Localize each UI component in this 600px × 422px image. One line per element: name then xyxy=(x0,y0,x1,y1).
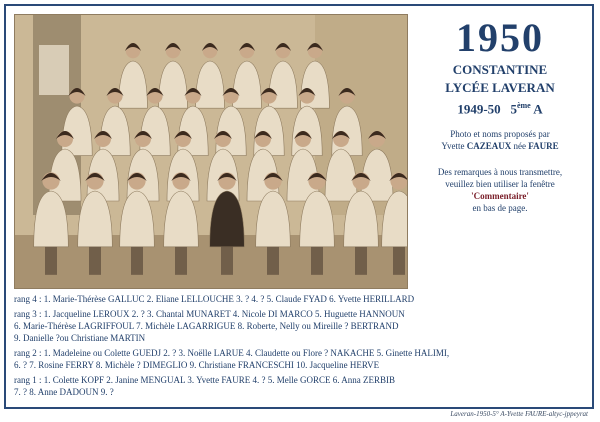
class-num: 5 xyxy=(510,101,517,117)
class-year: 1949-50 xyxy=(457,101,501,117)
credit-name-b2: FAURE xyxy=(528,141,559,152)
row-3-line-c: 9. Danielle ?ou Christiane MARTIN xyxy=(14,333,146,343)
city-title: CONSTANTINE xyxy=(452,62,548,77)
row-3 xyxy=(14,308,586,344)
row-4 xyxy=(14,293,586,305)
row-3-line-b: 6. Marie-Thérèse LAGRIFFOUL 7. Michèle LAGARRIGUE 8. Roberte, Nelly ou Mireille ? BERTRAND xyxy=(14,321,399,331)
class-photo-drawing xyxy=(15,15,407,288)
row-3-line-a: rang 3 : 1. Jacqueline LEROUX 2. ? 3. Chantal MUNARET 4. Nicole DI MARCO 5. Huguette HANNOUN xyxy=(14,309,405,319)
credit-line2 xyxy=(412,140,588,152)
class-title xyxy=(412,97,588,118)
class-sup: ème xyxy=(516,101,531,110)
row-2-line-a: rang 2 : 1. Madeleine ou Colette GUEDJ 2. ? 3. Noëlle LARUE 4. Claudette ou Flore ? NAKACHE 5. Ginette HALIMI, xyxy=(14,348,450,358)
credit-line1: Photo et noms proposés par xyxy=(450,129,550,140)
school-title: LYCÉE LAVERAN xyxy=(445,80,555,95)
row-2 xyxy=(14,347,586,371)
year-title: 1950 xyxy=(456,15,544,60)
remark-line4: en bas de page. xyxy=(472,203,528,214)
names-list xyxy=(14,293,586,401)
row-1-line-b: 7. ? 8. Anne DADOUN 9. ? xyxy=(14,387,114,397)
row-4-line: rang 4 : 1. Marie-Thérèse GALLUC 2. Eliane LELLOUCHE 3. ? 4. ? 5. Claude FYAD 6. Yvette HERILLARD xyxy=(14,294,415,304)
class-photo xyxy=(14,14,408,289)
class-letter: A xyxy=(533,101,543,117)
photo-credit xyxy=(412,128,588,152)
row-1 xyxy=(14,374,586,398)
row-2-line-b: 6. ? 7. Rosine FERRY 8. Michèle ? DIMEGLIO 9. Christiane FRANCESCHI 10. Jacqueline HERVE xyxy=(14,360,380,370)
remark-note xyxy=(412,166,588,214)
remark-line2: veuillez bien utiliser la fenêtre xyxy=(445,179,555,190)
remark-line1: Des remarques à nous transmettre, xyxy=(437,167,563,178)
credit-name-pre: Yvette xyxy=(441,141,467,152)
title-panel xyxy=(412,12,588,214)
credit-name-mid: née xyxy=(511,141,529,152)
row-1-line-a: rang 1 : 1. Colette KOPF 2. Janine MENGUAL 3. Yvette FAURE 4. ? 5. Melle GORCE 6. Anna ZERBIB xyxy=(14,375,395,385)
image-caption: Laveran-1950-5° A-Yvette FAURE-altyc-jppeyrat xyxy=(450,410,588,418)
remark-quote: 'Commentaire' xyxy=(471,191,529,202)
credit-name-b1: CAZEAUX xyxy=(466,141,512,152)
